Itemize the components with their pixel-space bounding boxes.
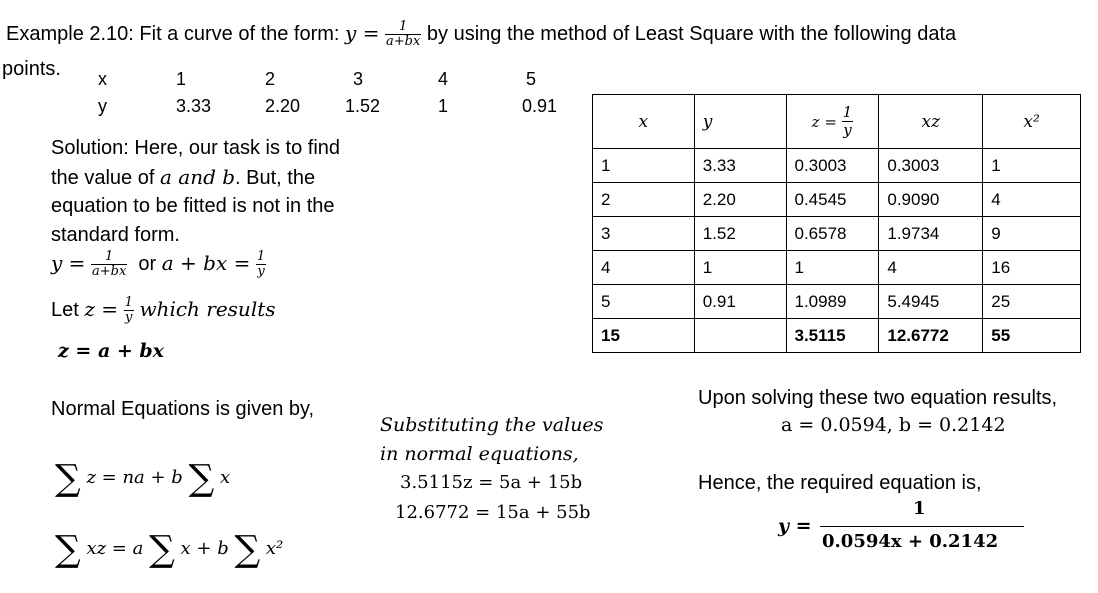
sigma-symbol: ∑: [149, 529, 175, 570]
data-x-value: 5: [526, 69, 537, 89]
solution-line: equation to be fitted is not in the: [51, 195, 335, 217]
table-row: 5 0.91 1.0989 5.4945 25: [593, 285, 1081, 319]
data-x-value: 1: [176, 69, 187, 89]
eq-rhs-den: y: [257, 264, 265, 279]
title-fraction: [385, 20, 421, 49]
data-y-label: y: [98, 96, 107, 116]
table-row: 2 2.20 0.4545 0.9090 4: [593, 183, 1081, 217]
eq-rhs-fraction: [256, 250, 266, 279]
z-equation: z = a + bx: [58, 340, 165, 362]
data-y-value: 0.91: [522, 96, 558, 116]
sigma-symbol: ∑: [55, 458, 81, 499]
table-header-row: [593, 95, 1081, 149]
normal-eq2-part: x + b: [180, 538, 229, 559]
let-frac-den: y: [125, 310, 133, 325]
substitute-eq1: 3.5115z = 5a + 15b: [400, 472, 583, 493]
eq-frac-den: a+bx: [91, 264, 127, 279]
result-values: a = 0.0594, b = 0.2142: [781, 414, 1006, 436]
normal-eq1-part: x: [220, 467, 231, 488]
header-x: x: [593, 95, 695, 149]
data-x-value: 4: [438, 69, 449, 89]
let-prefix: Let: [51, 298, 79, 321]
equation-line: [51, 250, 266, 279]
normal-eq2: [55, 529, 284, 570]
normal-eq2-part: x²: [265, 538, 284, 559]
eq-rhs: a + bx =: [161, 250, 251, 275]
data-y-value: 2.20: [265, 96, 301, 116]
sigma-symbol: ∑: [188, 458, 215, 499]
solution-text: . But, the: [235, 167, 316, 189]
let-suffix: which results: [139, 296, 276, 321]
substitute-line: Substituting the values: [380, 414, 604, 436]
header-x2: x²: [983, 95, 1081, 149]
solution-line: Solution: Here, our task is to find: [51, 137, 341, 159]
table-row: 1 3.33 0.3003 0.3003 1: [593, 149, 1081, 183]
eq-y: y =: [51, 250, 86, 275]
header-z: z = $\frac{1}{y}$: [786, 95, 879, 149]
eq-rhs-num: 1: [256, 249, 266, 264]
data-y-value: 1.52: [345, 96, 381, 116]
header-z-fraction: $\frac{1}{y}$: [842, 103, 853, 139]
solution-line: standard form.: [51, 224, 180, 246]
title-frac-num: 1: [399, 19, 408, 34]
table-totals-row: 15 3.5115 12.6772 55: [593, 319, 1081, 353]
sigma-symbol: ∑: [234, 529, 261, 570]
data-y-value: 3.33: [176, 96, 212, 116]
substitute-line: in normal equations,: [380, 443, 579, 465]
let-fraction: [124, 296, 134, 325]
title-y-eq: y =: [345, 20, 380, 45]
title-suffix: by using the method of Least Square with the following data: [426, 22, 957, 45]
solution-line: [51, 165, 315, 190]
title-frac-den: a+bx: [386, 34, 421, 49]
title-prefix: Example 2.10: Fit a curve of the form:: [6, 22, 340, 45]
result-line: Hence, the required equation is,: [698, 472, 982, 494]
final-den: 0.0594x + 0.2142: [822, 531, 999, 552]
normal-heading: Normal Equations is given by,: [51, 398, 315, 420]
header-y: y: [694, 95, 786, 149]
data-table: [592, 94, 1081, 353]
data-x-value: 3: [353, 69, 364, 89]
solution-ab: a and b: [159, 165, 236, 189]
final-num: 1: [913, 498, 926, 519]
sigma-symbol: ∑: [55, 529, 81, 570]
final-y: y =: [778, 515, 812, 537]
example-title: [6, 20, 956, 49]
normal-eq2-part: xz = a: [86, 538, 144, 559]
eq-fraction: [91, 250, 127, 279]
table-row: 3 1.52 0.6578 1.9734 9: [593, 217, 1081, 251]
solution-text: the value of: [51, 167, 155, 189]
header-xz: xz: [879, 95, 983, 149]
table-row: 4 1 1 4 16: [593, 251, 1081, 285]
eq-or: or: [138, 252, 157, 275]
normal-eq1-part: z = na + b: [86, 467, 183, 488]
fraction-bar: [820, 526, 1024, 527]
data-y-value: 1: [438, 96, 449, 116]
data-x-label: x: [98, 69, 107, 89]
let-line: [51, 296, 276, 325]
data-x-value: 2: [265, 69, 276, 89]
eq-frac-num: 1: [104, 249, 114, 264]
let-z: z =: [84, 296, 119, 321]
title-line2: points.: [2, 58, 61, 80]
normal-eq1: [55, 458, 231, 499]
result-line: Upon solving these two equation results,: [698, 387, 1058, 409]
substitute-eq2: 12.6772 = 15a + 55b: [395, 502, 591, 523]
let-frac-num: 1: [124, 295, 133, 310]
